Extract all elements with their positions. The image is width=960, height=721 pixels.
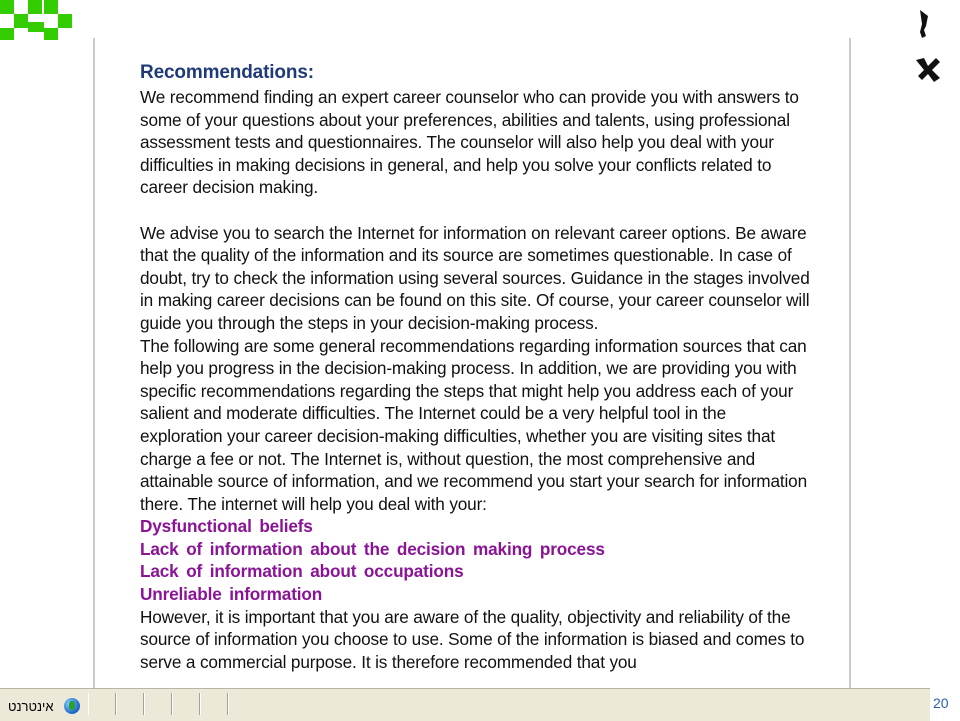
paragraph-counselor: We recommend finding an expert career counselor who can provide you with answers to some of your questions about your preferences, abilities and talents, using professional assessment tests and questionnaires. The counselor will also help you deal with your difficulties in making decisions in general, and help you solve your conflicts related to career decision making.: [140, 87, 799, 198]
paragraph-general-recommendations: The following are some general recommendations regarding information sources that can help you progress in the decision-making process. In addition, we are providing you with specific recommendations regarding the steps that might help you address each of your salient and moderate difficulties. The Internet could be a very helpful tool in the exploration your career decision-making difficulties, whether you are visiting sites that charge a fee or not. The Internet is, without question, the most comprehensive and attainable source of information, and we recommend you start your search for information there. The internet will help you deal with your:: [140, 335, 807, 514]
link-dysfunctional-beliefs[interactable]: Dysfunctional beliefs: [140, 516, 313, 537]
document-page: [93, 38, 851, 688]
status-pane: [200, 693, 228, 715]
logo-icon: [0, 0, 72, 40]
status-message-pane: [228, 693, 929, 715]
status-pane: [172, 693, 200, 715]
status-bar: [0, 688, 930, 721]
status-pane: [116, 693, 144, 715]
security-zone[interactable]: [0, 692, 90, 718]
page-title: Recommendations:: [140, 62, 314, 83]
paragraph-internet-search: We advise you to search the Internet for information on relevant career options. Be aware that the quality of the information and its source are sometimes questionable. In case of doubt, try to check the information using several sources. Guidance in the stages involved in making career decisions can be found on this site. Of course, your career counselor will guide you through the steps in your decision-making process.: [140, 222, 810, 333]
hebrew-letter-icon: [910, 52, 946, 88]
link-decision-process-info[interactable]: Lack of information about the decision making process: [140, 538, 605, 559]
zone-label: אינטרנט: [8, 699, 54, 714]
link-occupations-info[interactable]: Lack of information about occupations: [140, 561, 464, 582]
status-pane: [88, 693, 116, 715]
link-unreliable-info[interactable]: Unreliable information: [140, 584, 323, 605]
slide-page-number: 20: [933, 695, 949, 711]
status-pane: [144, 693, 172, 715]
paragraph-source-quality: However, it is important that you are aware of the quality, objectivity and reliability of the source of information you choose to use. Some of the information is biased and comes to serve a commercial purpose. It is therefore recommended that you: [140, 606, 805, 672]
document-content: [140, 60, 810, 673]
globe-icon: [64, 698, 80, 714]
hebrew-letter-icon: [910, 6, 946, 42]
